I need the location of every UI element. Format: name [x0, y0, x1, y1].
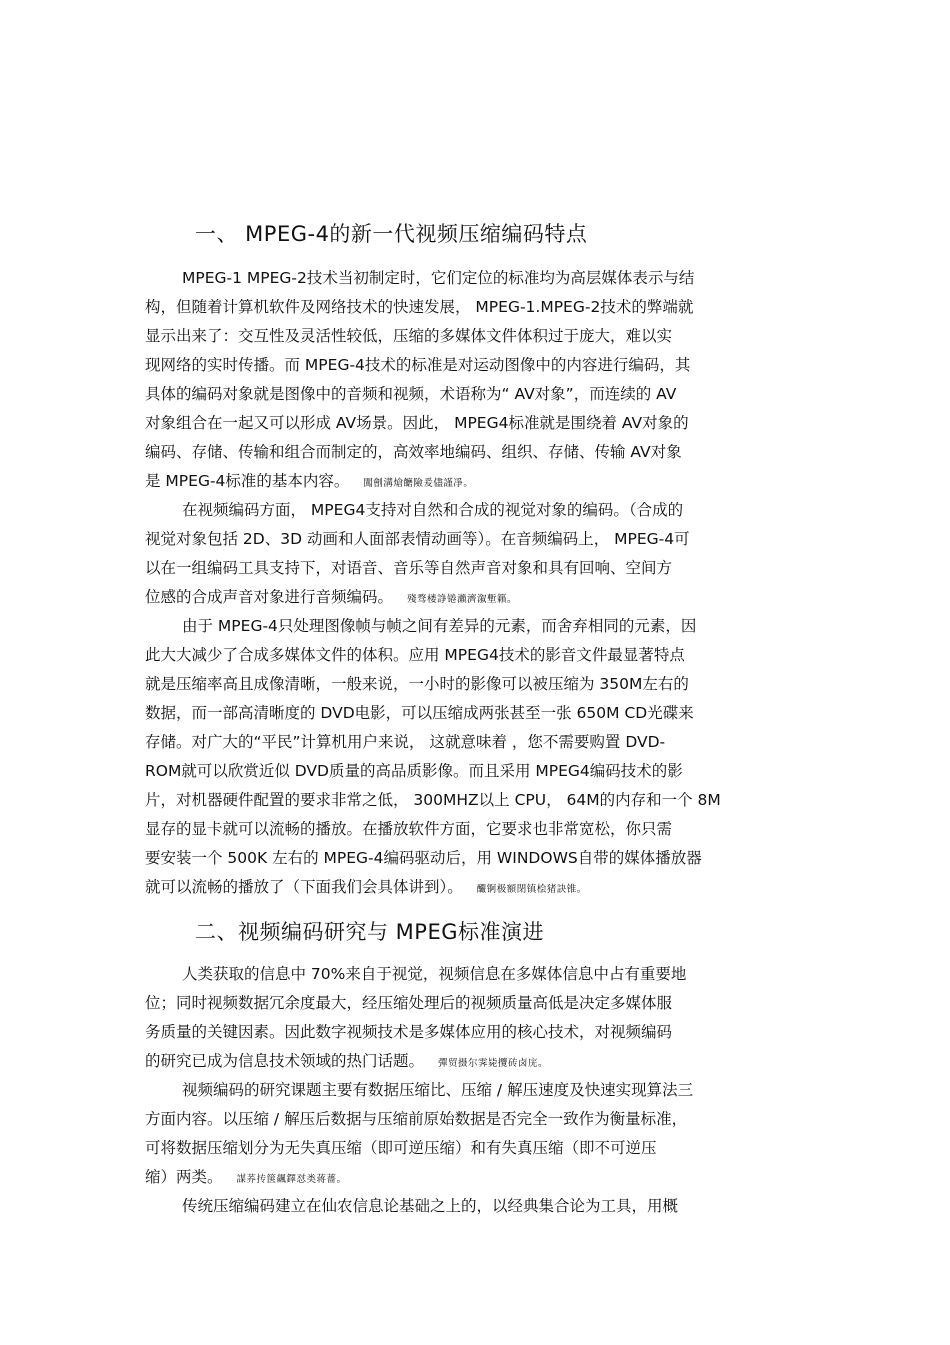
reference-code: 殘骛楼諍锩瀨濟溆塹籟。 [407, 594, 518, 605]
text-line [145, 989, 817, 1018]
text-line [145, 467, 817, 496]
text-line [145, 1163, 817, 1192]
line-text: 数据，而一部高清晰度的 DVD电影，可以压缩成两张甚至一张 650M CD光碟来 [145, 704, 694, 722]
section-heading-2: 二、视频编码研究与 MPEG标准演进 [195, 920, 544, 944]
text-line [145, 1018, 817, 1047]
reference-code: 釅锕极額閉镇桧猪訣锥。 [476, 884, 587, 895]
paragraph-4 [145, 960, 817, 1076]
line-text: 编码、存储、传输和组合而制定的，高效率地编码、组织、存储、传输 AV对象 [145, 443, 682, 461]
text-line [145, 293, 817, 322]
line-text: 位感的合成声音对象进行音频编码。 [145, 588, 394, 606]
line-text: 现网络的实时传播。而 MPEG-4技术的标准是对运动图像中的内容进行编码，其 [145, 356, 691, 374]
line-text: 此大大减少了合成多媒体文件的体积。应用 MPEG4技术的影音文件最显著特点 [145, 646, 685, 664]
text-line [145, 554, 817, 583]
text-line [145, 496, 817, 525]
line-text: 对象组合在一起又可以形成 AV场景。因此， MPEG4标准就是围绕着 AV对象的 [145, 414, 689, 432]
text-line [145, 525, 817, 554]
paragraph-5 [145, 1076, 817, 1192]
line-text: 人类获取的信息中 70%来自于视觉，视频信息在多媒体信息中占有重要地 [182, 965, 687, 983]
line-text: 方面内容。以压缩 / 解压后数据与压缩前原始数据是否完全一致作为衡量标准， [145, 1110, 688, 1128]
text-line [145, 322, 817, 351]
text-line [145, 583, 817, 612]
section-heading-1: 一、 MPEG-4的新一代视频压缩编码特点 [195, 222, 588, 246]
paragraph-3 [145, 612, 817, 902]
text-line [145, 1076, 817, 1105]
line-text: 就是压缩率高且成像清晰，一般来说，一小时的影像可以被压缩为 350M左右的 [145, 675, 689, 693]
text-line [145, 438, 817, 467]
line-text: 传统压缩编码建立在仙农信息论基础之上的，以经典集合论为工具，用概 [182, 1197, 679, 1215]
paragraph-1 [145, 264, 817, 496]
text-line [145, 1192, 817, 1221]
line-text: 视觉对象包括 2D、3D 动画和人面部表情动画等）。在音频编码上， MPEG-4可 [145, 530, 690, 548]
reference-code: 謀荞抟箧飆鐸怼类蒋薔。 [236, 1174, 347, 1185]
text-line [145, 728, 817, 757]
line-text: 具体的编码对象就是图像中的音频和视频，术语称为“ AV对象”，而连续的 AV [145, 385, 677, 403]
line-text: 是 MPEG-4标准的基本内容。 [145, 472, 350, 490]
line-text: 显示出来了：交互性及灵活性较低，压缩的多媒体文件体积过于庞大，难以实 [145, 327, 673, 345]
line-text: 的研究已成为信息技术领域的热门话题。 [145, 1052, 425, 1070]
document-body [145, 218, 817, 1221]
text-line [145, 380, 817, 409]
text-line [145, 351, 817, 380]
line-text: 位；同时视频数据冗余度最大，经压缩处理后的视频质量高低是决定多媒体服 [145, 994, 673, 1012]
text-line [145, 612, 817, 641]
paragraph-2 [145, 496, 817, 612]
reference-code: 彈贸摄尔霁毙攬砖卤庑。 [438, 1058, 549, 1069]
text-line [145, 873, 817, 902]
line-text: 就可以流畅的播放了（下面我们会具体讲到）。 [145, 878, 463, 896]
text-line [145, 786, 817, 815]
text-line [145, 815, 817, 844]
line-text: 缩）两类。 [145, 1168, 223, 1186]
line-text: 由于 MPEG-4只处理图像帧与帧之间有差异的元素，而舍弃相同的元素，因 [182, 617, 697, 635]
line-text: 可将数据压缩划分为无失真压缩（即可逆压缩）和有失真压缩（即不可逆压 [145, 1139, 657, 1157]
text-line [145, 1105, 817, 1134]
reference-code: 闖劊溝熗饝險爰儘謹凈。 [363, 478, 474, 489]
line-text: 片，对机器硬件配置的要求非常之低， 300MHZ以上 CPU， 64M的内存和一个 8M [145, 791, 721, 809]
paragraph-6 [145, 1192, 817, 1221]
line-text: 显存的显卡就可以流畅的播放。在播放软件方面，它要求也非常宽松，你只需 [145, 820, 673, 838]
line-text: 以在一组编码工具支持下，对语音、音乐等自然声音对象和具有回响、空间方 [145, 559, 673, 577]
text-line [145, 409, 817, 438]
text-line [145, 1134, 817, 1163]
line-text: ROM就可以欣赏近似 DVD质量的高品质影像。而且采用 MPEG4编码技术的影 [145, 762, 683, 780]
line-text: MPEG-1 MPEG-2技术当初制定时，它们定位的标准均为高层媒体表示与结 [182, 269, 695, 287]
line-text: 视频编码的研究课题主要有数据压缩比、压缩 / 解压速度及快速实现算法三 [182, 1081, 694, 1099]
line-text: 要安装一个 500K 左右的 MPEG-4编码驱动后，用 WINDOWS自带的媒体播放器 [145, 849, 702, 867]
text-line [145, 699, 817, 728]
text-line [145, 264, 817, 293]
text-line [145, 641, 817, 670]
text-line [145, 757, 817, 786]
text-line [145, 844, 817, 873]
text-line [145, 670, 817, 699]
text-line [145, 960, 817, 989]
line-text: 在视频编码方面， MPEG4支持对自然和合成的视觉对象的编码。（合成的 [182, 501, 684, 519]
line-text: 构，但随着计算机软件及网络技术的快速发展， MPEG-1.MPEG-2技术的弊端就 [145, 298, 694, 316]
line-text: 存储。对广大的“平民”计算机用户来说， 这就意味着 ，您不需要购置 DVD- [145, 733, 666, 751]
line-text: 务质量的关键因素。因此数字视频技术是多媒体应用的核心技术，对视频编码 [145, 1023, 673, 1041]
text-line [145, 1047, 817, 1076]
